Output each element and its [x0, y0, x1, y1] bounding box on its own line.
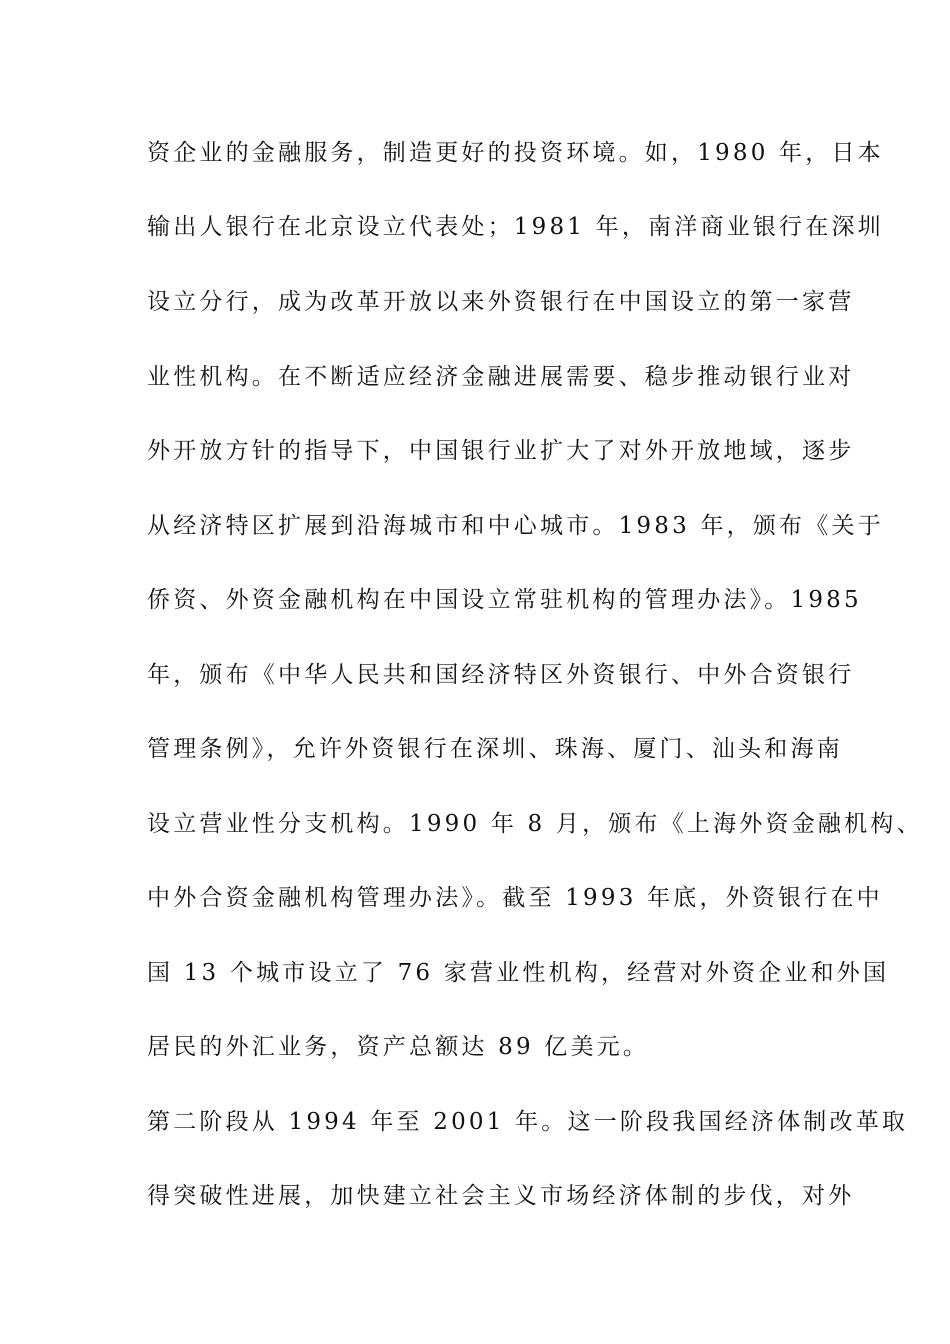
text-line: 设立营业性分支机构。1990 年 8 月，颁布《上海外资金融机构、 [147, 811, 923, 837]
text-line: 居民的外汇业务，资产总额达 89 亿美元。 [147, 1034, 650, 1060]
text-line: 年，颁布《中华人民共和国经济特区外资银行、中外合资银行 [147, 662, 855, 688]
text-line: 设立分行，成为改革开放以来外资银行在中国设立的第一家营 [147, 289, 855, 315]
text-line: 第二阶段从 1994 年至 2001 年。这一阶段我国经济体制改革取 [147, 1109, 909, 1135]
text-line: 资企业的金融服务，制造更好的投资环境。如，1980 年，日本 [147, 140, 884, 166]
text-line: 外开放方针的指导下，中国银行业扩大了对外开放地域，逐步 [147, 438, 855, 464]
text-line: 从经济特区扩展到沿海城市和中心城市。1983 年，颁布《关于 [147, 513, 884, 539]
text-line: 得突破性进展，加快建立社会主义市场经济体制的步伐，对外 [147, 1183, 855, 1209]
text-line: 业性机构。在不断适应经济金融进展需要、稳步推动银行业对 [147, 364, 855, 390]
text-line: 输出人银行在北京设立代表处；1981 年，南洋商业银行在深圳 [147, 214, 884, 240]
text-line: 侨资、外资金融机构在中国设立常驻机构的管理办法》。1985 [147, 587, 862, 613]
text-line: 中外合资金融机构管理办法》。截至 1993 年底，外资银行在中 [147, 885, 883, 911]
text-line: 管理条例》，允许外资银行在深圳、珠海、厦门、汕头和海南 [147, 736, 843, 762]
text-line: 国 13 个城市设立了 76 家营业性机构，经营对外资企业和外国 [147, 960, 890, 986]
